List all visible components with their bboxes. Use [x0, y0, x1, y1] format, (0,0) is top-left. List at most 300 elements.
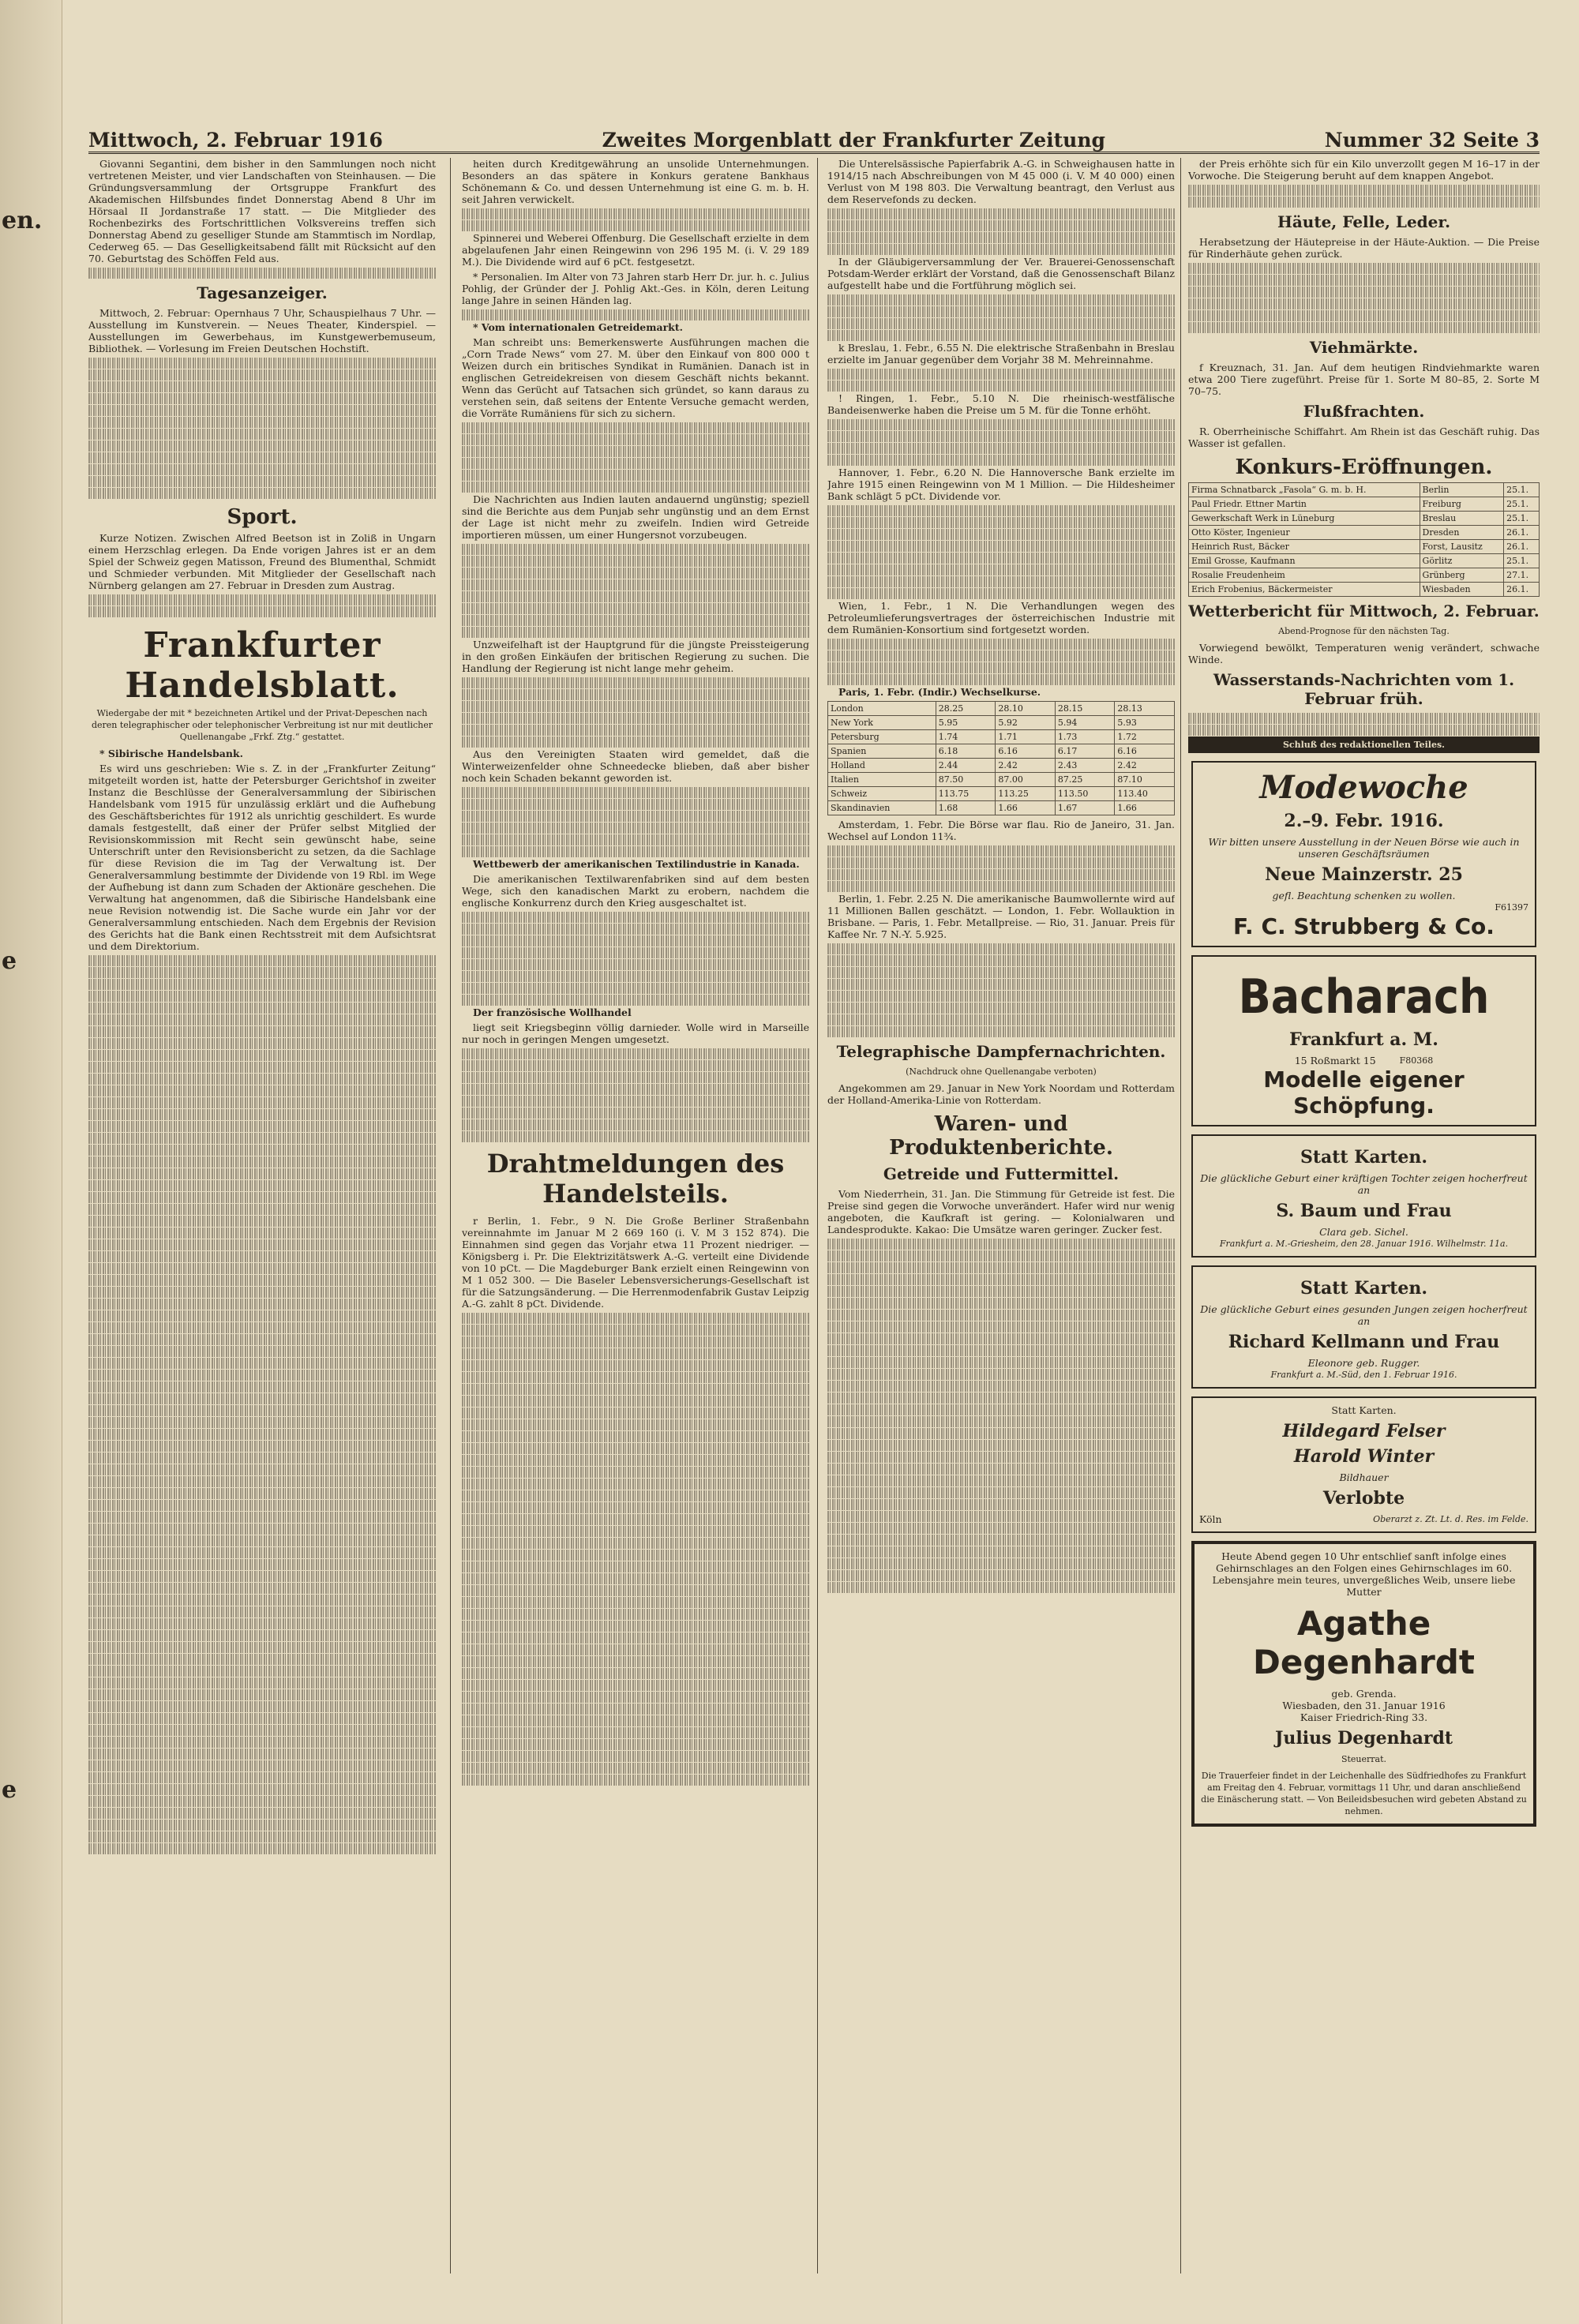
text-lines — [462, 1715, 809, 1726]
text-lines — [462, 1644, 809, 1655]
section-heading: Sport. — [227, 505, 298, 529]
article-heading — [88, 748, 436, 759]
text-lines — [462, 1751, 809, 1762]
paragraph: ! Ringen, 1. Febr., 5.10 N. Die rheinisch-westfälische Bandeisenwerke haben die Preise um 5 M. für die Tonne erhöht. — [827, 392, 1175, 416]
bankruptcy-row — [1189, 483, 1540, 497]
text-lines — [462, 458, 809, 469]
text-lines — [88, 1618, 436, 1629]
text-lines — [88, 405, 436, 416]
text-lines — [462, 787, 809, 798]
text-lines — [88, 1784, 436, 1795]
paragraph: Herabsetzung der Häutepreise in der Häute-Auktion. — Die Preise für Rinderhäute gehen zurück. — [1188, 236, 1540, 260]
text-lines — [827, 443, 1175, 454]
exchange-row — [828, 702, 1175, 716]
text-lines — [88, 488, 436, 499]
text-lines — [462, 1119, 809, 1130]
section-heading: Tagesanzeiger. — [197, 283, 328, 302]
table-heading-text: Paris, 1. Febr. (Indir.) Wechselkurse. — [838, 686, 1041, 698]
paragraph: Vom Niederrhein, 31. Jan. Die Stimmung für Getreide ist fest. Die Preise sind gegen die Vorwoche unverändert. Hafer wird nur wenig angeboten, die Kaufkraft ist gering. — Kolonialwaren und Landesprodukte. Kakao: Die Umsätze waren geringer. Zucker fest. — [827, 1188, 1175, 1235]
ad-names: Clara geb. Sichel. — [1319, 1226, 1408, 1238]
text-lines — [827, 1003, 1175, 1014]
text-lines — [88, 1595, 436, 1606]
text-lines — [88, 452, 436, 463]
text-lines — [462, 1550, 809, 1561]
text-lines — [88, 1441, 436, 1452]
text-lines — [462, 1621, 809, 1632]
text-lines — [88, 1050, 436, 1061]
ad-firm: F. C. Strubberg & Co. — [1233, 913, 1495, 939]
table-cell: 2.42 — [1115, 759, 1175, 773]
bankruptcy-row — [1189, 512, 1540, 526]
table-cell: 28.13 — [1115, 702, 1175, 716]
section-heading: Konkurs-Eröffnungen. — [1235, 455, 1493, 479]
text-lines — [88, 1038, 436, 1049]
table-cell: 5.92 — [996, 716, 1056, 730]
text-lines — [827, 1475, 1175, 1486]
section-heading: Viehmärkte. — [1309, 338, 1419, 357]
table-cell: 6.18 — [936, 744, 996, 759]
text-lines — [827, 1345, 1175, 1356]
table-cell: 6.16 — [1115, 744, 1175, 759]
table-cell: Schweiz — [828, 787, 936, 801]
ad-city: Köln — [1199, 1513, 1222, 1525]
table-cell: 5.93 — [1115, 716, 1175, 730]
text-lines — [1188, 263, 1540, 274]
ad-name: Harold Winter — [1293, 1446, 1435, 1467]
paragraph: Man schreibt uns: Bemerkenswerte Ausführungen machen die „Corn Trade News“ vom 27. M. über den Einkauf von 800 000 t Weizen durch ein britisches Syndikat in Rumänien. Danach ist in englischen Getreidekreisen von diesem Geschäft nichts bekannt. Wenn das Gerücht auf Tatsachen sich gründet, so kann daraus zu verstehen sein, daß seitens der Entente Versuche gemacht werden, die Vorräte Rumäniens für sich zu sichern. — [462, 336, 809, 419]
text-lines — [827, 979, 1175, 990]
text-lines — [462, 208, 809, 219]
table-cell: Grünberg — [1420, 568, 1504, 583]
text-lines — [462, 1431, 809, 1442]
ad-slogan: Modelle eigener Schöpfung. — [1263, 1066, 1465, 1119]
text-lines — [88, 979, 436, 990]
text-lines — [88, 476, 436, 487]
text-lines — [462, 846, 809, 857]
text-lines — [827, 1582, 1175, 1593]
text-lines — [827, 1274, 1175, 1285]
table-heading — [827, 686, 1175, 698]
ad-code: F61397 — [1495, 902, 1528, 913]
ad-birth-baum — [1191, 1134, 1536, 1258]
text-lines — [88, 1180, 436, 1191]
text-lines — [827, 845, 1175, 857]
text-lines — [462, 1048, 809, 1059]
bankruptcy-row — [1189, 540, 1540, 554]
text-lines — [827, 1014, 1175, 1025]
table-cell: 113.25 — [996, 787, 1056, 801]
text-lines — [462, 995, 809, 1006]
section-heading: Flußfrachten. — [1303, 402, 1425, 421]
table-cell: Petersburg — [828, 730, 936, 744]
text-lines — [1188, 298, 1540, 309]
text-lines — [1188, 713, 1540, 724]
table-cell: Firma Schnatbarck „Fasola“ G. m. b. H. — [1189, 483, 1420, 497]
paragraph: r Berlin, 1. Febr., 9 N. Die Große Berliner Straßenbahn vereinnahmte im Januar M 2 669 160 (i. V. M 3 152 874). Die Einnahmen sind gegen das Vorjahr etwa 11 Prozent niedriger. — Königsberg i. Pr. Die Elektrizitätswerk A.-G. verteilt eine Dividende von 10 pCt. — Die Magdeburger Bank erzielt einen Reingewinn von M 1 052 300. — Die Baseler Lebensversicherungs-Gesellschaft ist für die Satzungsänderung. — Die Herrenmodenfabrik Gustav Leipzig A.-G. zahlt 8 pCt. Dividende. — [462, 1215, 809, 1310]
page-header — [88, 118, 1540, 154]
text-lines — [827, 380, 1175, 392]
text-lines — [88, 1299, 436, 1310]
text-lines — [462, 422, 809, 433]
text-lines — [462, 1692, 809, 1703]
text-lines — [462, 1325, 809, 1336]
table-cell: Erich Frobenius, Bäckermeister — [1189, 583, 1420, 597]
article-heading-text: * Vom internationalen Getreidemarkt. — [473, 321, 683, 333]
text-lines — [1188, 725, 1540, 736]
table-cell: 113.50 — [1055, 787, 1115, 801]
text-lines — [462, 482, 809, 493]
column-rule — [817, 158, 818, 2273]
text-lines — [827, 1250, 1175, 1261]
ad-address: Kaiser Friedrich-Ring 33. — [1300, 1711, 1428, 1723]
ad-text: Die glückliche Geburt eines gesunden Jungen zeigen hocherfreut an — [1200, 1303, 1528, 1327]
paragraph: Mittwoch, 2. Februar: Opernhaus 7 Uhr, Schauspielhaus 7 Uhr. — Ausstellung im Kunstverein. — Neues Theater, Kinderspiel. — Ausstellungen im Gewerbehaus, im Kunstgewerbemuseum, Bibliothek. — Vorlesung im Freien Deutschen Hochstift. — [88, 307, 436, 354]
text-lines — [827, 220, 1175, 231]
table-cell: 1.68 — [936, 801, 996, 815]
text-lines — [827, 541, 1175, 552]
text-lines — [462, 1573, 809, 1584]
text-lines — [88, 464, 436, 475]
text-lines — [462, 544, 809, 555]
text-lines — [462, 823, 809, 834]
article-heading-text: Wettbewerb der amerikanischen Textilindustrie in Kanada. — [473, 858, 800, 870]
text-lines — [462, 677, 809, 688]
bankruptcy-row — [1189, 497, 1540, 512]
text-lines — [462, 1609, 809, 1620]
text-lines — [462, 1408, 809, 1419]
table-cell: Breslau — [1420, 512, 1504, 526]
text-lines — [462, 1514, 809, 1525]
text-lines — [88, 1476, 436, 1487]
section-subtitle: Wiedergabe der mit * bezeichneten Artikel und der Privat-Depeschen nach deren telegraphischer oder telephonischer Verbreitung ist nur mit deutlicher Quellenangabe „Frkf. Ztg.“ gestattet. — [91, 708, 433, 742]
text-lines — [827, 1416, 1175, 1427]
text-lines — [462, 983, 809, 994]
text-lines — [1188, 197, 1540, 208]
text-lines — [88, 1500, 436, 1511]
text-lines — [88, 1003, 436, 1014]
text-lines — [462, 947, 809, 958]
text-lines — [827, 1428, 1175, 1439]
paragraph: Aus den Vereinigten Staaten wird gemeldet, daß die Winterweizenfelder ohne Schneedecke blieben, daß aber bisher noch kein Schaden bekannt geworden ist. — [462, 748, 809, 784]
text-lines — [88, 1689, 436, 1700]
text-lines — [88, 358, 436, 369]
text-lines — [827, 857, 1175, 868]
text-lines — [88, 1559, 436, 1570]
column-2 — [462, 158, 809, 2273]
text-lines — [88, 1512, 436, 1523]
text-lines — [462, 1490, 809, 1501]
text-lines — [462, 309, 809, 320]
text-lines — [462, 1538, 809, 1549]
bankruptcy-table — [1188, 482, 1540, 597]
text-lines — [827, 674, 1175, 685]
bankruptcy-row — [1189, 554, 1540, 568]
text-lines — [88, 1796, 436, 1807]
ad-city: Frankfurt a. M. — [1289, 1029, 1438, 1050]
ad-deceased-name: Agathe Degenhardt — [1253, 1604, 1475, 1681]
table-cell: Berlin — [1420, 483, 1504, 497]
ad-text: Wir bitten unsere Ausstellung in der Neuen Börse wie auch in unseren Geschäftsräumen — [1208, 836, 1520, 860]
ad-engagement — [1191, 1396, 1536, 1533]
text-lines — [88, 1583, 436, 1594]
text-lines — [827, 1570, 1175, 1581]
table-cell: London — [828, 702, 936, 716]
text-lines — [827, 1298, 1175, 1309]
exchange-row — [828, 801, 1175, 815]
text-lines — [827, 431, 1175, 442]
ad-bacharach — [1191, 955, 1536, 1126]
text-lines — [88, 1488, 436, 1499]
text-lines — [462, 1060, 809, 1071]
text-lines — [88, 417, 436, 428]
ad-text: Die Trauerfeier findet in der Leichenhalle des Südfriedhofes zu Frankfurt am Freitag den 4. Februar, vormittags 11 Uhr, und daran anschließend die Einäscherung statt. — Von Beileidsbesuchen wird gebeten Abstand zu nehmen. — [1201, 1771, 1527, 1816]
text-lines — [88, 1358, 436, 1369]
adjacent-page-edge — [0, 0, 62, 2324]
ad-text: Heute Abend gegen 10 Uhr entschlief sanft infolge eines Gehirnschlages an den Folgen eines Gehirnschlages im 60. Lebensjahre mein teures, unvergeßliches Weib, unsere liebe Mutter — [1212, 1550, 1516, 1598]
text-lines — [88, 1204, 436, 1215]
ad-code: F80368 — [1399, 1055, 1434, 1066]
text-lines — [827, 588, 1175, 599]
section-heading: Wetterbericht für Mittwoch, 2. Februar. — [1188, 602, 1540, 620]
text-lines — [827, 1333, 1175, 1344]
text-lines — [88, 1524, 436, 1535]
table-cell: 1.67 — [1055, 801, 1115, 815]
text-lines — [462, 1455, 809, 1466]
table-cell: 1.71 — [996, 730, 1056, 744]
text-lines — [88, 1772, 436, 1783]
text-lines — [462, 725, 809, 736]
table-cell: 28.25 — [936, 702, 996, 716]
table-cell: Görlitz — [1420, 554, 1504, 568]
table-cell: Otto Köster, Ingenieur — [1189, 526, 1420, 540]
paragraph: Wien, 1. Febr., 1 N. Die Verhandlungen wegen des Petroleumlieferungsvertrages der österreichischen Industrie mit dem Rumänien-Konsortium sind fortgesetzt worden. — [827, 600, 1175, 635]
text-lines — [462, 1384, 809, 1395]
table-cell: 28.10 — [996, 702, 1056, 716]
text-lines — [827, 318, 1175, 329]
paragraph: Die amerikanischen Textilwarenfabriken sind auf dem besten Wege, sich den kanadischen Markt zu erobern, nachdem die englische Konkurrenz durch den Krieg ausgeschaltet ist. — [462, 873, 809, 909]
text-lines — [462, 1108, 809, 1119]
ad-text: Die glückliche Geburt einer kräftigen Tochter zeigen hocherfreut an — [1200, 1172, 1528, 1196]
table-cell: 5.95 — [936, 716, 996, 730]
text-lines — [88, 1725, 436, 1736]
ad-obituary — [1191, 1541, 1536, 1827]
text-lines — [88, 1263, 436, 1274]
text-lines — [88, 1606, 436, 1617]
text-lines — [462, 834, 809, 845]
table-cell: 26.1. — [1504, 526, 1540, 540]
text-lines — [1188, 287, 1540, 298]
text-lines — [827, 1393, 1175, 1404]
text-lines — [827, 505, 1175, 516]
ad-signature-title: Steuerrat. — [1341, 1754, 1387, 1764]
text-lines — [462, 1443, 809, 1454]
text-lines — [462, 1360, 809, 1371]
header-title: Zweites Morgenblatt der Frankfurter Zeitung — [602, 129, 1105, 152]
column-rule — [1180, 158, 1181, 2273]
paragraph: Giovanni Segantini, dem bisher in den Sammlungen noch nicht vertretenen Meister, und vier Landschaften von Steinhausen. — Die Gründungsversammlung der Ortsgruppe Frankfurt des Akademischen Hilfsbundes findet Donnerstag Abend 8 Uhr im Hörsaal II Jordanstraße 17 statt. — Die Mitglieder des Rochenbezirks des Fortschrittlichen Volksvereins treffen sich Donnerstag Abend zu geselliger Stunde am Stammtisch im Nordlap, Cederweg 65. — Das Geselligkeitsabend fällt mit Rücksicht auf den 70. Geburtstag des Schöffen Feld aus. — [88, 158, 436, 264]
text-lines — [462, 1704, 809, 1715]
text-lines — [462, 446, 809, 457]
ad-address: 15 Roßmarkt 15 — [1294, 1055, 1376, 1066]
text-lines — [462, 1775, 809, 1786]
ad-date: 2.–9. Febr. 1916. — [1284, 811, 1444, 831]
exchange-table — [827, 701, 1175, 815]
text-lines — [462, 713, 809, 724]
text-lines — [827, 1535, 1175, 1546]
text-lines — [827, 244, 1175, 255]
text-lines — [88, 1216, 436, 1227]
section-title: Frankfurter Handelsblatt. — [125, 625, 399, 706]
paragraph: R. Oberrheinische Schiffahrt. Am Rhein ist das Geschäft ruhig. Das Wasser ist gefallen. — [1188, 425, 1540, 449]
column-4 — [1188, 158, 1540, 2273]
ad-modewoche — [1191, 761, 1536, 947]
text-lines — [462, 1131, 809, 1142]
text-lines — [462, 1680, 809, 1691]
table-cell: 27.1. — [1504, 568, 1540, 583]
paragraph: Unzweifelhaft ist der Hauptgrund für die jüngste Preissteigerung in den großen Einkäufen der britischen Regierung zu suchen. Die Handlung der Regierung ist nicht lange mehr geheim. — [462, 639, 809, 674]
paragraph: k Breslau, 1. Febr., 6.55 N. Die elektrische Straßenbahn in Breslau erzielte im Januar gegenüber dem Vorjahr 38 M. Mehreinnahme. — [827, 342, 1175, 365]
text-lines — [88, 1121, 436, 1132]
header-date: Mittwoch, 2. Februar 1916 — [88, 129, 383, 152]
text-lines — [88, 1808, 436, 1819]
text-lines — [462, 935, 809, 946]
text-lines — [827, 1499, 1175, 1510]
text-lines — [827, 1381, 1175, 1392]
ad-title: Bacharach — [1238, 969, 1490, 1025]
table-cell: 87.50 — [936, 773, 996, 787]
table-cell: 87.10 — [1115, 773, 1175, 787]
text-lines — [827, 1487, 1175, 1498]
text-lines — [827, 553, 1175, 564]
text-lines — [462, 1763, 809, 1774]
table-cell: 113.75 — [936, 787, 996, 801]
exchange-row — [828, 759, 1175, 773]
text-lines — [88, 955, 436, 966]
text-lines — [88, 1820, 436, 1831]
text-lines — [462, 1656, 809, 1667]
text-lines — [88, 381, 436, 392]
text-lines — [827, 306, 1175, 317]
text-lines — [827, 576, 1175, 587]
text-lines — [827, 1546, 1175, 1557]
paragraph: Die Unterelsässische Papierfabrik A.-G. in Schweighausen hatte in 1914/15 nach Abschreibungen von M 45 000 (i. V. M 40 000) einen Verlust von M 198 803. Die Verwaltung beantragt, den Verlust aus dem Reservefonds zu decken. — [827, 158, 1175, 205]
text-lines — [88, 1133, 436, 1144]
ad-role: Bildhauer — [1339, 1471, 1389, 1483]
text-lines — [827, 881, 1175, 892]
text-lines — [827, 662, 1175, 673]
text-lines — [88, 1156, 436, 1168]
text-lines — [1188, 322, 1540, 333]
text-lines — [462, 1084, 809, 1095]
edge-fragment: en. — [2, 207, 43, 234]
text-lines — [88, 991, 436, 1002]
ad-military: Oberarzt z. Zt. Lt. d. Res. im Felde. — [1373, 1514, 1528, 1524]
table-cell: 113.40 — [1115, 787, 1175, 801]
table-cell: 25.1. — [1504, 497, 1540, 512]
text-lines — [462, 1336, 809, 1348]
paragraph: Berlin, 1. Febr. 2.25 N. Die amerikanische Baumwollernte wird auf 11 Millionen Ballen geschätzt. — London, 1. Febr. Wollauktion in Brisbane. — Paris, 1. Febr. Metallpreise. — Rio, 31. Januar. Preis für Kaffee Nr. 7 N.-Y. 5.925. — [827, 893, 1175, 940]
paragraph: Die Nachrichten aus Indien lauten andauernd ungünstig; speziell sind die Berichte aus dem Punjab sehr ungünstig und an dem Ernst der Lage ist nicht mehr zu zweifeln. Indien wird Getreide importieren müssen, um einer Hungersnot vorzubeugen. — [462, 493, 809, 541]
table-cell: 5.94 — [1055, 716, 1115, 730]
header-number: Nummer 32 Seite 3 — [1324, 129, 1540, 152]
ad-names: Eleonore geb. Rugger. — [1307, 1357, 1420, 1369]
text-lines — [827, 1558, 1175, 1569]
text-lines — [827, 1286, 1175, 1297]
text-lines — [462, 811, 809, 822]
text-lines — [88, 440, 436, 452]
text-lines — [88, 369, 436, 380]
text-lines — [88, 393, 436, 404]
text-lines — [462, 470, 809, 481]
text-lines — [88, 1168, 436, 1179]
paragraph: liegt seit Kriegsbeginn völlig darnieder. Wolle wird in Marseille nur noch in geringen Mengen umgesetzt. — [462, 1021, 809, 1045]
ad-names: Richard Kellmann und Frau — [1228, 1332, 1500, 1352]
text-lines — [88, 1713, 436, 1724]
text-lines — [827, 1369, 1175, 1380]
text-lines — [88, 1239, 436, 1250]
column-1 — [88, 158, 436, 2273]
ad-heading: Statt Karten. — [1300, 1147, 1428, 1168]
paragraph: Hannover, 1. Febr., 6.20 N. Die Hannoversche Bank erzielte im Jahre 1915 einen Reingewinn von M 1 Million. — Die Hildesheimer Bank schlägt 5 pCt. Dividende vor. — [827, 467, 1175, 502]
text-lines — [827, 517, 1175, 528]
text-lines — [462, 568, 809, 579]
text-lines — [462, 627, 809, 638]
ad-birth-kellmann — [1191, 1265, 1536, 1389]
exchange-row — [828, 730, 1175, 744]
text-lines — [827, 232, 1175, 243]
paragraph: der Preis erhöhte sich für ein Kilo unverzollt gegen M 16–17 in der Vorwoche. Die Steigerung beruht auf dem knappen Angebot. — [1188, 158, 1540, 182]
ad-footer-row — [1199, 1513, 1528, 1525]
text-lines — [827, 991, 1175, 1002]
text-lines — [88, 1074, 436, 1085]
text-lines — [462, 971, 809, 982]
text-lines — [88, 1464, 436, 1475]
text-lines — [462, 1096, 809, 1107]
bankruptcy-row — [1189, 526, 1540, 540]
table-cell: Rosalie Freudenheim — [1189, 568, 1420, 583]
text-lines — [462, 556, 809, 567]
text-lines — [88, 1749, 436, 1760]
text-lines — [462, 1372, 809, 1383]
table-cell: 1.66 — [996, 801, 1056, 815]
table-cell: 25.1. — [1504, 512, 1540, 526]
text-lines — [462, 1585, 809, 1596]
table-cell: Dresden — [1420, 526, 1504, 540]
section-heading: Wasserstands-Nachrichten vom 1. Februar früh. — [1213, 670, 1515, 708]
text-lines — [462, 1348, 809, 1359]
table-cell: 2.42 — [996, 759, 1056, 773]
text-lines — [1188, 185, 1540, 196]
ad-place: Frankfurt a. M.-Griesheim, den 28. Januar 1916. Wilhelmstr. 11a. — [1219, 1239, 1509, 1249]
text-lines — [88, 1737, 436, 1748]
text-lines — [827, 1440, 1175, 1451]
table-cell: 25.1. — [1504, 483, 1540, 497]
text-lines — [462, 1072, 809, 1083]
paragraph: heiten durch Kreditgewährung an unsolide Unternehmungen. Besonders an das spätere in Konkurs geratene Bankhaus Schönemann & Co. und dessen Unternehmung ist eine G. m. b. H. seit Jahren verwickelt. — [462, 158, 809, 205]
bankruptcy-row — [1189, 583, 1540, 597]
paragraph: f Kreuznach, 31. Jan. Auf dem heutigen Rindviehmarkte waren etwa 200 Tiere zugeführt. Preise für 1. Sorte M 80–85, 2. Sorte M 70–75. — [1188, 362, 1540, 397]
text-lines — [827, 869, 1175, 880]
text-lines — [1188, 275, 1540, 286]
column-rule — [450, 158, 451, 2273]
text-lines — [827, 1464, 1175, 1475]
text-lines — [88, 1831, 436, 1842]
text-lines — [462, 1561, 809, 1572]
text-lines — [827, 1310, 1175, 1321]
paragraph: Es wird uns geschrieben: Wie s. Z. in der „Frankfurter Zeitung“ mitgeteilt worden ist, hatte der Petersburger Gerichtshof in zweiter Instanz die Beschlüsse der Generalversammlung der Sibirischen Handelsbank vom 1915 für unzulässig erklärt und die Aufhebung des Geschäftsberichtes für 1912 als unrichtig geschildert. Es wurde damals festgestellt, daß einer der Prüfer selbst Mitglied der Revisionskommission mit Recht sein gewünscht habe, seine Unterschrift unter den Revisionsbericht zu setzen, da die Sachlage für diese Revision die im Tag der Verwaltung ist. Der Generalversammlung bestimmte der Dividende von 19 Rbl. im Wege der Aufhebung ist dann zum Schaden der Aktionäre geschehen. Die Verwaltung hat angenommen, daß die Sibirische Handelsbank eine neue Revision notwendig ist. Die Sache wurde ein Jahr vor der Generalversammlung entschieden. Nach dem Ergebnis der Revision des Gerichts hat die Bank einen Rechtsstreit mit dem Aufsichtsrat und dem Direktorium. — [88, 763, 436, 952]
ad-address: Neue Mainzerstr. 25 — [1265, 864, 1463, 885]
article-heading-text: Der französische Wollhandel — [473, 1006, 632, 1018]
